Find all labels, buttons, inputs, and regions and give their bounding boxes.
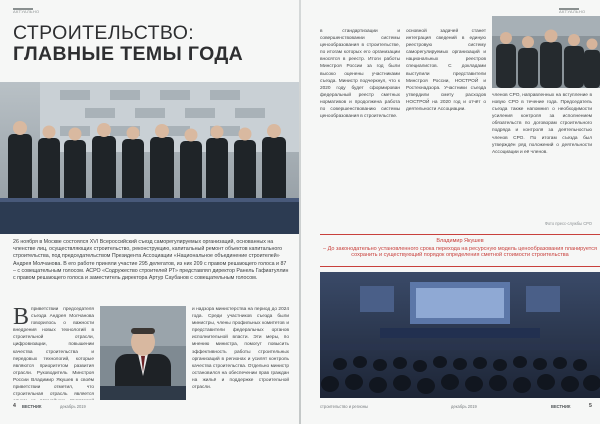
page-number: 4 xyxy=(13,403,16,409)
congress-hall-photo xyxy=(320,272,600,398)
page-number: 5 xyxy=(589,403,592,409)
pull-quote xyxy=(320,238,600,259)
body-text: членов СРО, направленных на вступление в новую СРО в течение года. Председатель съезда также напомнил о необходимости усиления контроля за исполнением обязательств по договорам строительного подряда и контроля за деятельностью членов СРО. По итогам съезда был утверждён ряд положений о деятельности Ассоциации и её членов. xyxy=(492,93,592,155)
quote-rule-bottom xyxy=(320,266,600,267)
audience-photo xyxy=(492,16,600,88)
speaker-photo xyxy=(100,306,186,400)
audience-photo-image xyxy=(492,16,600,88)
body-text: и надзора министерства на период до 2024 года. Среди участников съезда были министры, члены профильных комитетов и представители федеральных органов исполнительной власти. Эти меры, по мнению министра, помогут повысить эффективность работы строительных организаций в регионах и усилят контроль качества строительства. Отдельно министр остановился на обеспечении прав граждан на жильё и поддержке строительной отрасли. xyxy=(192,307,289,391)
body-text: основной задачей станет интеграция сведений в единую реестровую систему саморегулируемых организаций и национальных реестров специалистов. С докладами выступили представители Минстроя России, НОСТРОЙ и Ростехнадзора. Участники съезда утвердили смету расходов НОСТРОЙ на 2020 год и отчёт о деятельности Ассоциации. xyxy=(406,29,486,113)
footer-brand xyxy=(551,404,570,409)
quote-rule-top xyxy=(320,234,600,235)
congress-photo-image xyxy=(0,82,299,234)
body-text: в стандартизации и совершенствовании системы ценообразования в строительстве, по итогам которых его организации вносятся в реестр. Итоги работы Минстроя России за год были высоко оценены участниками съезда. Министр подчеркнул, что к 2020 году будет сформирован федеральный реестр сметных нормативов и продолжена работа по совершенствованию системы ценообразования в строительстве. xyxy=(320,29,400,120)
congress-photo xyxy=(0,82,299,234)
body-column-a xyxy=(320,28,400,226)
headline-line-2: ГЛАВНЫЕ ТЕМЫ ГОДА xyxy=(13,43,244,66)
footer-brand-name: ВЕСТНИК xyxy=(551,404,571,409)
headline-line-1: СТРОИТЕЛЬСТВО: xyxy=(13,22,195,44)
article-lead: 26 ноября в Москве состоялся XVI Всероссийский съезд саморегулируемых организаций, основанных на членстве лиц, осуществляющих строительство, реконструкцию, капитальный ремонт объектов капитального строительства, под председательством Президента Ассоциации «Национальное объединение строителей» Андрея Молчанова. В его работе приняли участие 295 делегатов, из них 209 с правом решающего голоса и 87 – с совещательным голосом. АСРО «Содружество строителей РТ» представлял директор Ранель Гафиатуллин с правом решающего голоса и заместитель директора Артур Саубанов с совещательным голосом. xyxy=(13,239,289,282)
body-column-c xyxy=(492,92,592,220)
body-column-1 xyxy=(13,306,94,400)
footer-brand-name: ВЕСТНИК xyxy=(22,404,42,409)
body-column-3 xyxy=(192,306,289,400)
section-tag: АКТУАЛЬНО xyxy=(13,9,40,14)
footer-issue: декабрь 2019 xyxy=(451,404,477,409)
left-page xyxy=(0,0,299,424)
body-column-b xyxy=(406,28,486,226)
photo-caption: Фото пресс-службы СРО xyxy=(544,221,592,226)
speaker-photo-image xyxy=(100,306,186,400)
page-title xyxy=(13,23,293,65)
body-text: приветствии председателя съезда Андрея Молчанова говорилось о важности внедрения новых технологий в строительной отрасли, цифровизации, повышении качества строительства и передовых технологий, которые являются приоритетом развития отрасли. Руководитель Минстроя России Владимир Якушев в своём приветствии отметил, что строительная отрасль является xyxy=(13,307,94,398)
footer-issue: декабрь 2019 xyxy=(60,404,86,409)
congress-hall-photo-image xyxy=(320,272,600,398)
drop-cap: В xyxy=(13,306,30,330)
section-tag: АКТУАЛЬНО xyxy=(559,9,586,14)
footer-brand xyxy=(22,404,41,409)
footer-left-text: строительство и регионы xyxy=(320,404,368,409)
quote-text: – До законодательно установленного срока перехода на ресурсную модель ценообразования планируется сохранить и существующий порядок определения сметной стоимости строительства xyxy=(323,245,597,259)
right-page xyxy=(301,0,600,424)
quote-author: Владимир Якушев xyxy=(436,238,484,244)
